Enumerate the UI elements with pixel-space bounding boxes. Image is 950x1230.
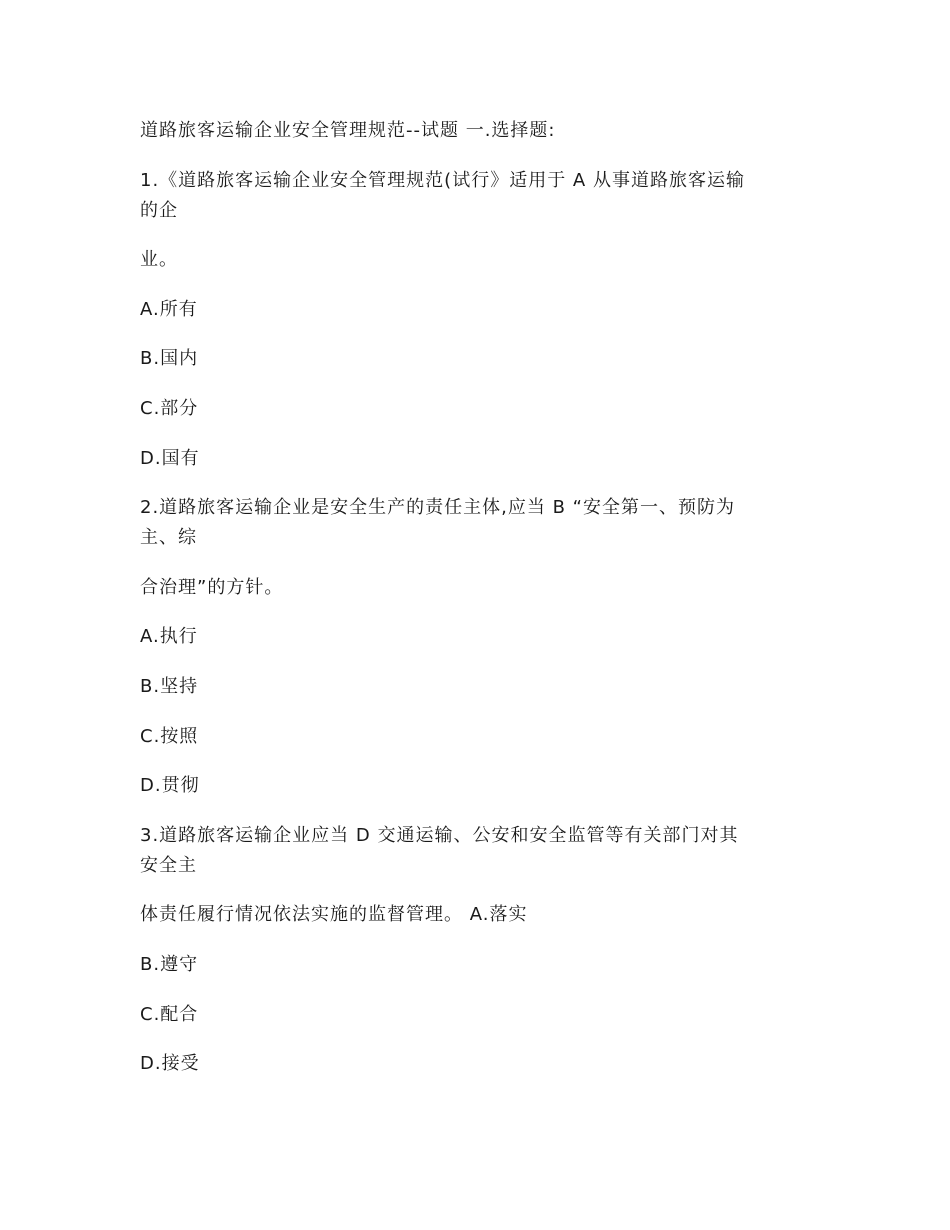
question-2-text-end: 合治理”的方针。 [140,576,284,598]
document-body [140,116,820,1099]
question-3-text-end: 体责任履行情况依法实施的监督管理。 A.落实 [140,904,528,926]
question-3-option-d: D.接受 [140,1053,200,1075]
question-3-text-cont: 安全主 [140,854,197,876]
question-1-option-a: A.所有 [140,298,198,320]
question-1-option-b: B.国内 [140,348,199,370]
question-1-text: 1.《道路旅客运输企业安全管理规范(试行》适用于 A 从事道路旅客运输 [140,169,745,191]
question-3-option-b: B.遵守 [140,953,199,975]
question-2-option-d: D.贯彻 [140,775,200,797]
question-2-text: 2.道路旅客运输企业是安全生产的责任主体,应当 B “安全第一、预防为 [140,497,736,519]
question-1-option-c: C.部分 [140,397,199,419]
question-1-text-cont: 的企 [140,199,178,221]
question-2-option-a: A.执行 [140,626,198,648]
question-1-option-d: D.国有 [140,447,200,469]
document-title-line: 道路旅客运输企业安全管理规范--试题 一.选择题: [140,120,556,141]
question-3-option-c: C.配合 [140,1003,199,1025]
question-2-option-c: C.按照 [140,725,199,747]
question-3-text: 3.道路旅客运输企业应当 D 交通运输、公安和安全监管等有关部门对其 [140,824,739,846]
question-1-text-end: 业。 [140,249,178,271]
question-2-text-cont: 主、综 [140,527,197,549]
question-2-option-b: B.坚持 [140,675,199,697]
